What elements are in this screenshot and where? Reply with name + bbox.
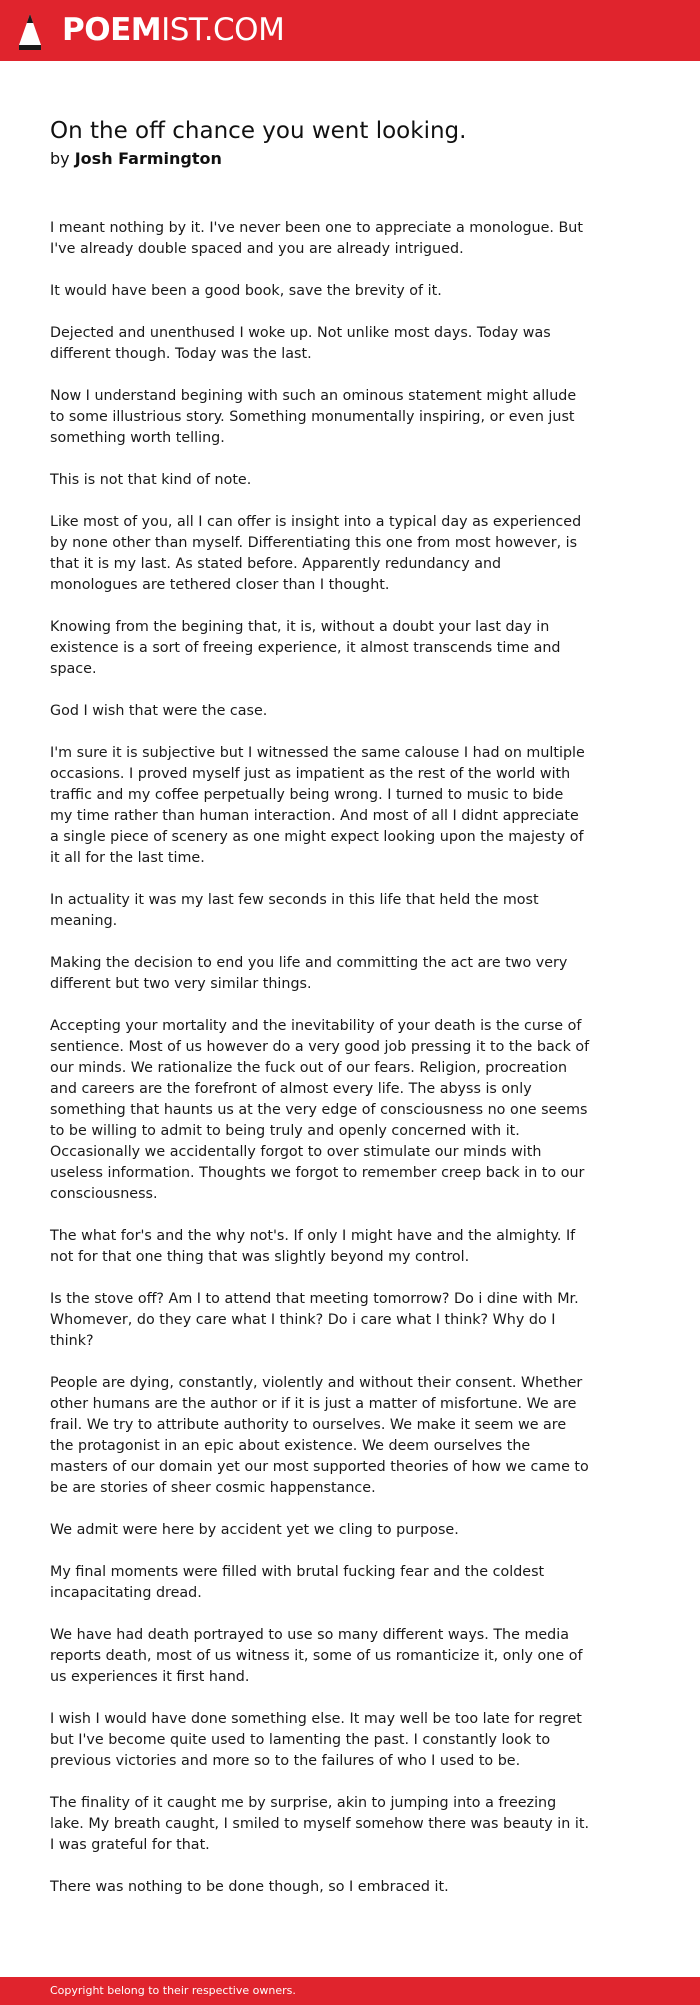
poem-paragraph: We admit were here by accident yet we cling to purpose. xyxy=(50,1522,459,1538)
poem-paragraph: God I wish that were the case. xyxy=(50,703,268,719)
poem-paragraph: The finality of it caught me by surprise, akin to jumping into a freezing lake. My breath caught, I smiled to myself somehow there was beauty in it. I was grateful for that. xyxy=(50,1795,590,1853)
poem-paragraph: I meant nothing by it. I've never been one to appreciate a monologue. But I've already double spaced and you are already intrigued. xyxy=(50,220,583,257)
poem-paragraph: The what for's and the why not's. If only I might have and the almighty. If not for that one thing that was slightly beyond my control. xyxy=(50,1228,576,1265)
poem-paragraph: We have had death portrayed to use so many different ways. The media reports death, most of us witness it, some of us romanticize it, only one of us experiences it first hand. xyxy=(50,1627,583,1685)
author-name: Josh Farmington xyxy=(74,149,222,168)
poem-body xyxy=(50,218,590,1919)
pencil-tip-icon[interactable] xyxy=(18,12,42,52)
poem-paragraph: People are dying, constantly, violently and without their consent. Whether other humans are the author or if it is just a matter of misfortune. We are frail. We try to attribute authority to ourselves. We make it seem we are the protagonist in an epic about existence. We deem ourselves the masters of our domain yet our most supported theories of how we came to be are stories of sheer cosmic happenstance. xyxy=(50,1375,589,1496)
poem-paragraph: Making the decision to end you life and committing the act are two very different but two very similar things. xyxy=(50,955,568,992)
poem-paragraph: Now I understand begining with such an ominous statement might allude to some illustrious story. Something monumentally inspiring, or even just something worth telling. xyxy=(50,388,577,446)
brand-bold: POEM xyxy=(62,12,162,48)
poem-paragraph: There was nothing to be done though, so I embraced it. xyxy=(50,1879,449,1895)
brand-light: IST.COM xyxy=(161,12,285,48)
site-footer xyxy=(0,1977,700,2005)
poem-paragraph: My final moments were filled with brutal fucking fear and the coldest incapacitating dread. xyxy=(50,1564,545,1601)
site-logo[interactable] xyxy=(62,10,284,50)
poem-paragraph: It would have been a good book, save the brevity of it. xyxy=(50,283,442,299)
poem-paragraph: Knowing from the begining that, it is, without a doubt your last day in existence is a sort of freeing experience, it almost transcends time and space. xyxy=(50,619,561,677)
poem-title: On the off chance you went looking. xyxy=(50,118,467,144)
site-header xyxy=(0,0,700,61)
poem-paragraph: Like most of you, all I can offer is insight into a typical day as experienced by none other than myself. Differentiating this one from most however, is that it is my last. As stated before. Apparently redundancy and monologues are tethered closer than I thought. xyxy=(50,514,582,593)
poem-paragraph: Is the stove off? Am I to attend that meeting tomorrow? Do i dine with Mr. Whomever, do they care what I think? Do i care what I think? Why do I think? xyxy=(50,1291,579,1349)
poem-paragraph: In actuality it was my last few seconds in this life that held the most meaning. xyxy=(50,892,539,929)
byline xyxy=(50,148,222,170)
poem-paragraph: I wish I would have done something else. It may well be too late for regret but I've become quite used to lamenting the past. I constantly look to previous victories and more so to the failures of who I used to be. xyxy=(50,1711,582,1769)
poem-paragraph: Dejected and unenthused I woke up. Not unlike most days. Today was different though. Today was the last. xyxy=(50,325,551,362)
poem-paragraph: Accepting your mortality and the inevitability of your death is the curse of sentience. Most of us however do a very good job pressing it to the back of our minds. We rationalize the fuck out of our fears. Religion, procreation and careers are the forefront of almost every life. The abyss is only something that haunts us at the very edge of consciousness no one seems to be willing to admit to being truly and openly concerned with it. Occasionally we accidentally forgot to over stimulate our minds with useless information. Thoughts we forgot to remember creep back in to our consciousness. xyxy=(50,1018,590,1202)
poem-paragraph: This is not that kind of note. xyxy=(50,472,252,488)
copyright-text: Copyright belong to their respective owners. xyxy=(50,1984,296,1997)
by-label: by xyxy=(50,149,70,168)
poem-paragraph: I'm sure it is subjective but I witnessed the same calouse I had on multiple occasions. I proved myself just as impatient as the rest of the world with traffic and my coffee perpetually being wrong. I turned to music to bide my time rather than human interaction. And most of all I didnt appreciate a single piece of scenery as one might expect looking upon the majesty of it all for the last time. xyxy=(50,745,585,866)
